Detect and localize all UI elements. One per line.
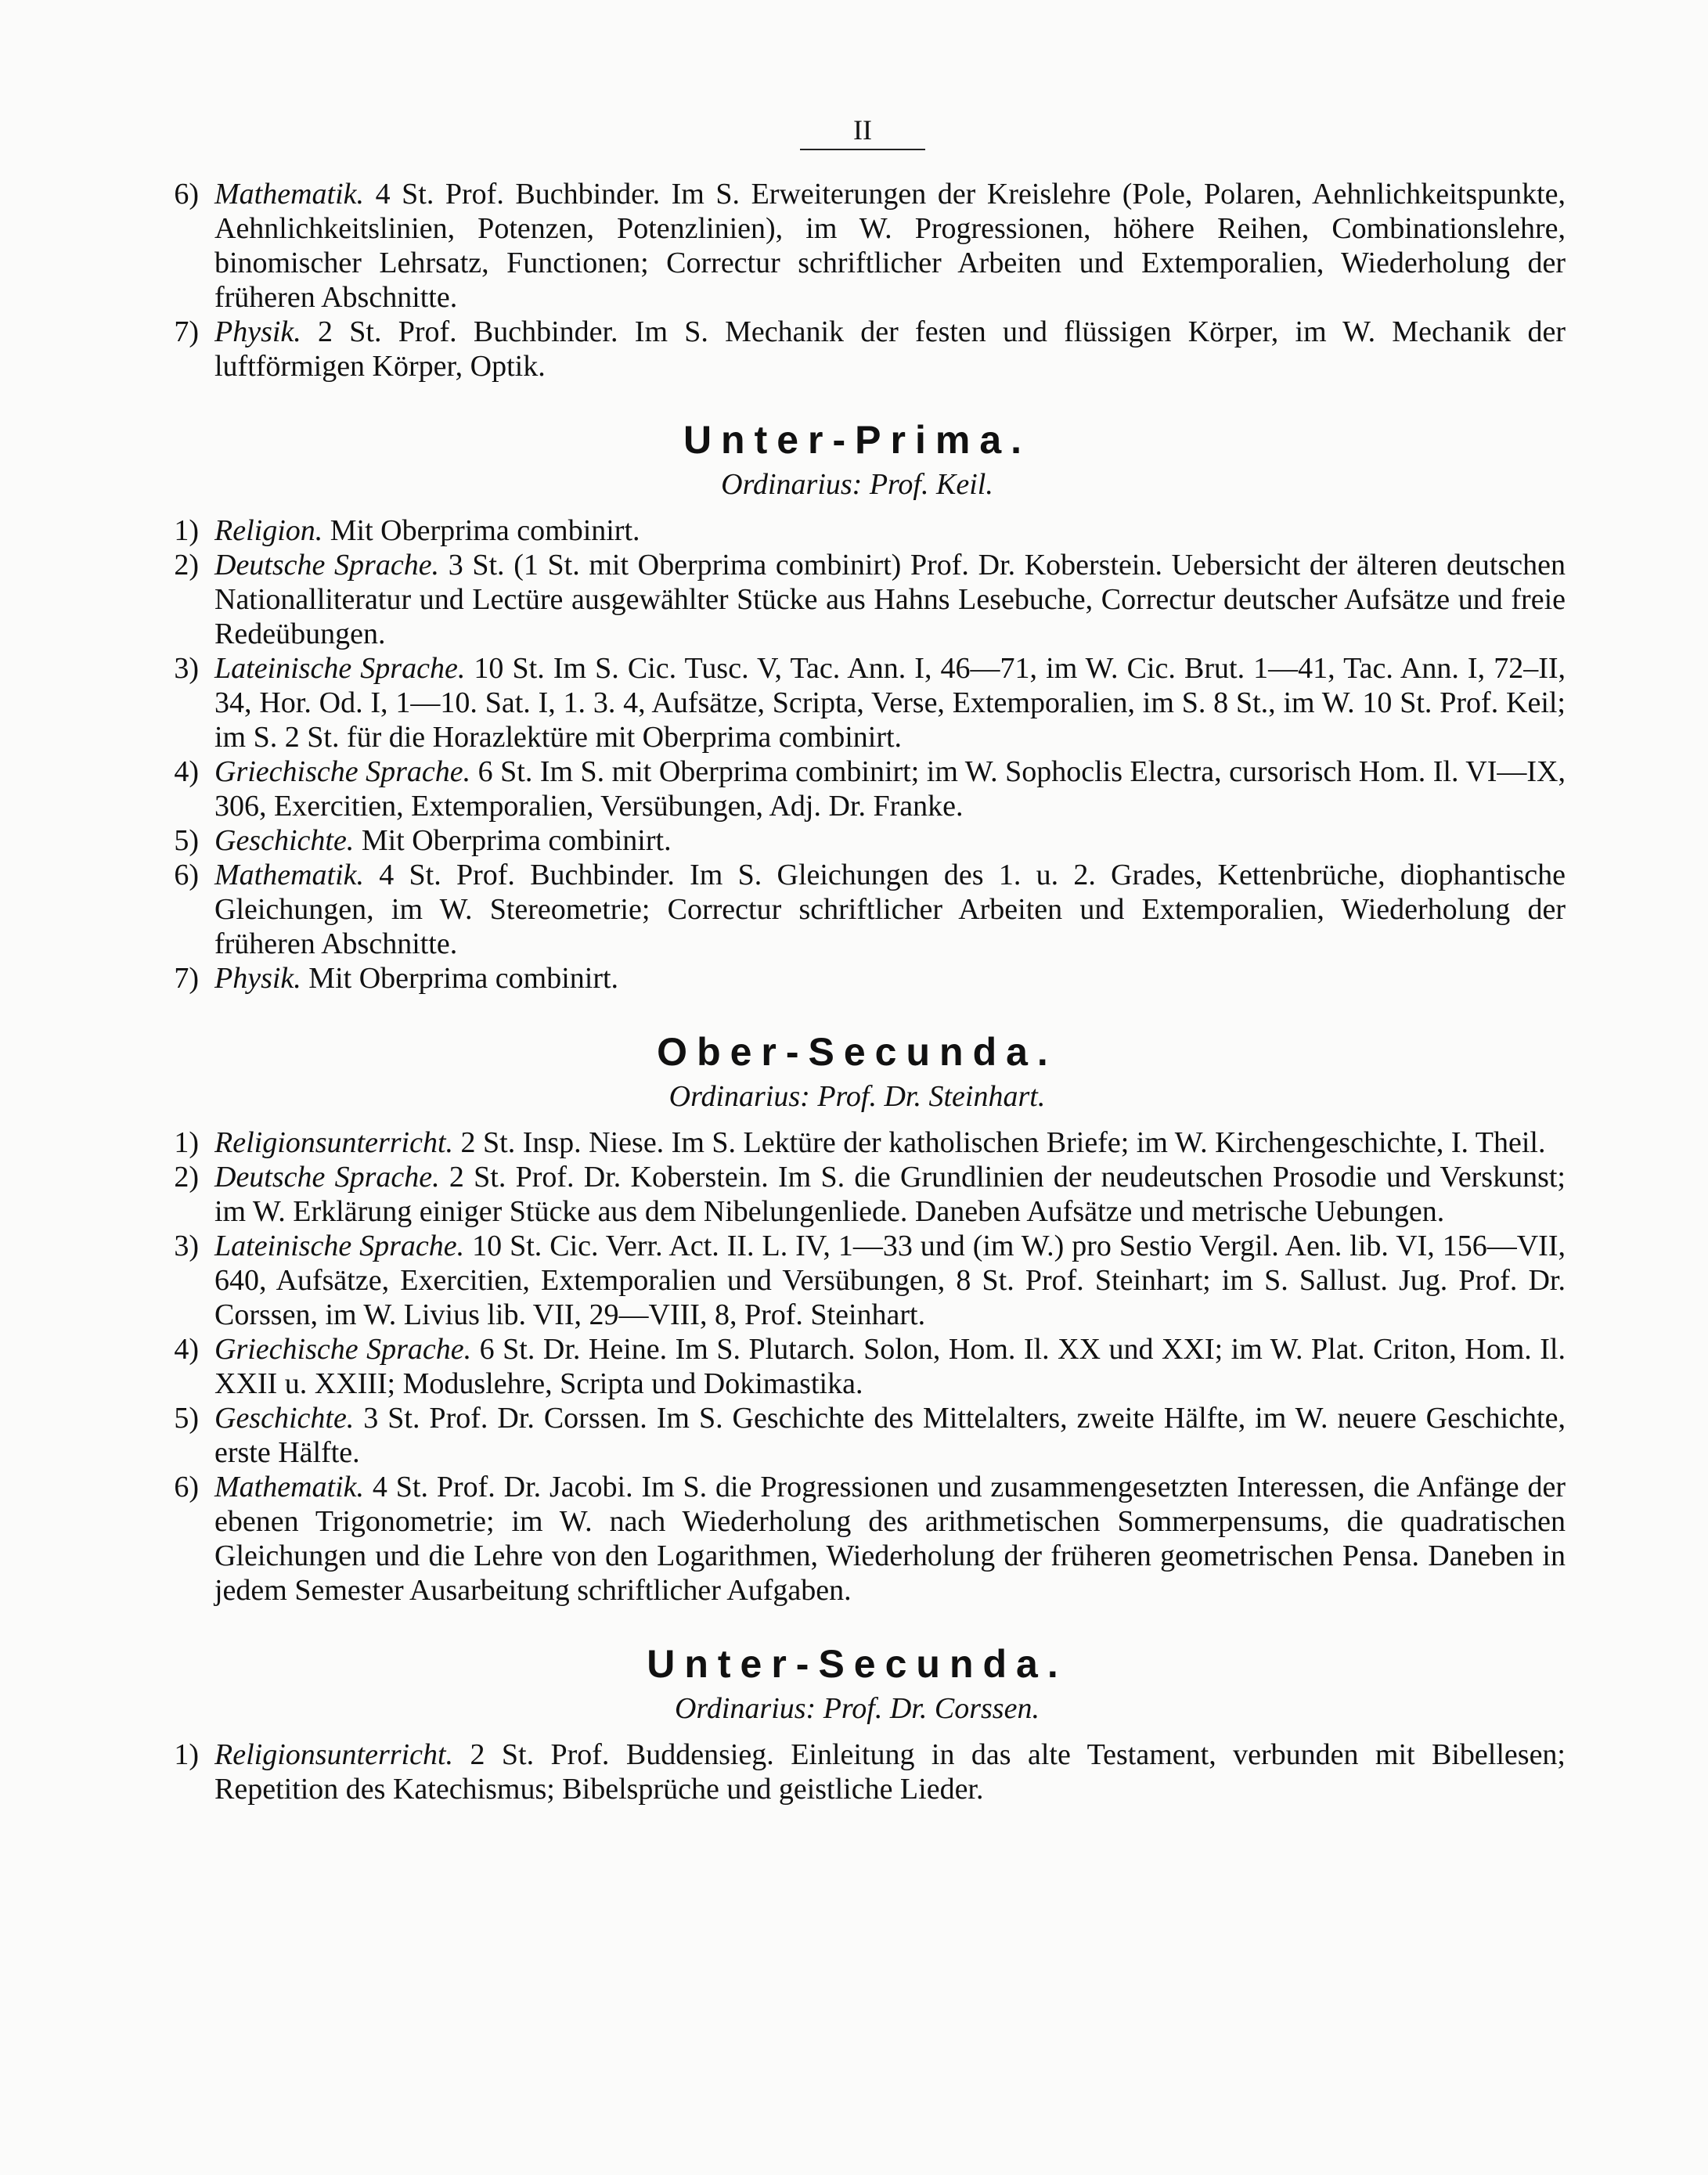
item-text [214, 1470, 1566, 1608]
item-number: 1) [174, 514, 199, 547]
item-number: 7) [174, 315, 199, 348]
item-number: 5) [174, 824, 199, 857]
section-title: Unter-Secunda. [647, 1642, 1068, 1686]
list-item [149, 961, 1566, 996]
item-subject: Lateinische Sprache. [214, 1230, 465, 1262]
list-item [149, 1229, 1566, 1332]
item-subject: Mathematik. [214, 178, 365, 211]
item-text [214, 1160, 1566, 1229]
list-item [149, 1125, 1566, 1160]
item-number: 2) [174, 1161, 199, 1194]
item-subject: Physik. [214, 962, 301, 995]
item-number: 3) [174, 1230, 199, 1262]
item-description: Mit Oberprima combinirt. [323, 514, 640, 547]
item-description: 4 St. Prof. Dr. Jacobi. Im S. die Progressionen und zusammengesetzten Interessen, die Anfänge der ebenen Trigonometrie; im W. nach Wiederholung des arithmetischen Sommerpensums, die quadratischen Gleichungen und die Lehre von den Logarithmen, Wiederholung der früheren geometrischen Pensa. Daneben in jedem Semester Ausarbeitung schriftlicher Aufgaben. [214, 1471, 1566, 1607]
item-number: 5) [174, 1402, 199, 1435]
item-text [214, 1332, 1566, 1401]
page-number: II [853, 114, 872, 146]
unter-prima-section [149, 416, 1566, 996]
item-subject: Griechische Sprache. [214, 1333, 472, 1366]
item-number: 6) [174, 178, 199, 211]
list-item [149, 1401, 1566, 1470]
item-number: 3) [174, 652, 199, 685]
item-number: 1) [174, 1126, 199, 1159]
page-number-rule [800, 149, 925, 150]
item-subject: Mathematik. [214, 1471, 365, 1503]
item-description: 2 St. Insp. Niese. Im S. Lektüre der katholischen Briefe; im W. Kirchengeschichte, I. Theil. [453, 1126, 1546, 1159]
item-number: 1) [174, 1738, 199, 1771]
item-text [214, 177, 1566, 315]
ober-secunda-section [149, 1028, 1566, 1608]
item-description: Mit Oberprima combinirt. [301, 962, 619, 995]
item-description: 3 St. Prof. Dr. Corssen. Im S. Geschichte des Mittelalters, zweite Hälfte, im W. neuere Geschichte, erste Hälfte. [214, 1402, 1566, 1469]
item-text [214, 754, 1566, 823]
list-item [149, 513, 1566, 548]
item-text [214, 823, 1566, 858]
unter-secunda-section [149, 1640, 1566, 1806]
item-text [214, 858, 1566, 961]
item-subject: Mathematik. [214, 859, 365, 891]
item-subject: Religion. [214, 514, 323, 547]
item-number: 6) [174, 859, 199, 891]
item-description: 3 St. (1 St. mit Oberprima combinirt) Prof. Dr. Koberstein. Uebersicht der älteren deutschen Nationalliteratur und Lectüre ausgewählter Stücke aus Hahns Lesebuche, Correctur deutscher Aufsätze und freie Redeübungen. [214, 549, 1566, 650]
item-text [214, 1229, 1566, 1332]
item-text [214, 1401, 1566, 1470]
list-item [149, 177, 1566, 315]
list-item [149, 1332, 1566, 1401]
list-item [149, 548, 1566, 651]
item-subject: Geschichte. [214, 824, 355, 857]
item-text [214, 513, 1566, 548]
section-title: Unter-Prima. [683, 418, 1032, 462]
item-description: 10 St. Cic. Verr. Act. II. L. IV, 1—33 und (im W.) pro Sestio Vergil. Aen. lib. VI, 156—VII, 640, Aufsätze, Exercitien, Extemporalien und Versübungen, 8 St. Prof. Steinhart; im S. Sallust. Jug. Prof. Dr. Corssen, im W. Livius lib. VII, 29—VIII, 8, Prof. Steinhart. [214, 1230, 1566, 1331]
item-text [214, 548, 1566, 651]
item-description: 4 St. Prof. Buchbinder. Im S. Gleichungen des 1. u. 2. Grades, Kettenbrüche, diophantische Gleichungen, im W. Stereometrie; Correctur schriftlicher Arbeiten und Extemporalien, Wiederholung der früheren Abschnitte. [214, 859, 1566, 960]
list-item [149, 651, 1566, 754]
item-text [214, 651, 1566, 754]
item-description: 4 St. Prof. Buchbinder. Im S. Erweiterungen der Kreislehre (Pole, Polaren, Aehnlichkeitspunkte, Aehnlichkeitslinien, Potenzen, Potenzlinien), im W. Progressionen, höhere Reihen, Combinationslehre, binomischer Lehrsatz, Functionen; Correctur schriftlicher Arbeiten und Extemporalien, Wiederholung der früheren Abschnitte. [214, 178, 1566, 314]
item-number: 4) [174, 755, 199, 788]
item-number: 7) [174, 962, 199, 995]
list-item [149, 823, 1566, 858]
list-item [149, 858, 1566, 961]
section-ordinarius: Ordinarius: Prof. Keil. [721, 468, 993, 501]
item-subject: Griechische Sprache. [214, 755, 471, 788]
item-description: 6 St. Im S. mit Oberprima combinirt; im W. Sophoclis Electra, cursorisch Hom. Il. VI—IX, 306, Exercitien, Extemporalien, Versübungen, Adj. Dr. Franke. [214, 755, 1566, 823]
list-item [149, 315, 1566, 384]
list-item [149, 1160, 1566, 1229]
list-item [149, 1737, 1566, 1806]
page-content [149, 177, 1566, 1806]
item-subject: Religionsunterricht. [214, 1738, 454, 1771]
item-text [214, 961, 1566, 996]
item-text [214, 1125, 1566, 1160]
list-item [149, 754, 1566, 823]
item-subject: Lateinische Sprache. [214, 652, 466, 685]
item-text [214, 315, 1566, 384]
list-item [149, 1470, 1566, 1608]
item-number: 6) [174, 1471, 199, 1503]
item-description: 6 St. Dr. Heine. Im S. Plutarch. Solon, Hom. Il. XX und XXI; im W. Plat. Criton, Hom. Il. XXII u. XXIII; Moduslehre, Scripta und Dokimastika. [214, 1333, 1566, 1400]
item-number: 4) [174, 1333, 199, 1366]
section-title: Ober-Secunda. [657, 1030, 1058, 1074]
section-ordinarius: Ordinarius: Prof. Dr. Steinhart. [668, 1080, 1046, 1113]
item-subject: Physik. [214, 315, 301, 348]
item-subject: Deutsche Sprache. [214, 1161, 440, 1194]
item-description: 2 St. Prof. Dr. Koberstein. Im S. die Grundlinien der neudeutschen Prosodie und Verskunst; im W. Erklärung einiger Stücke aus dem Nibelungenliede. Daneben Aufsätze und metrische Uebungen. [214, 1161, 1566, 1228]
item-text [214, 1737, 1566, 1806]
item-description: 2 St. Prof. Buchbinder. Im S. Mechanik der festen und flüssigen Körper, im W. Mechanik der luftförmigen Körper, Optik. [214, 315, 1566, 383]
item-subject: Geschichte. [214, 1402, 355, 1435]
item-subject: Religionsunterricht. [214, 1126, 454, 1159]
continued-section [149, 177, 1566, 384]
item-description: 10 St. Im S. Cic. Tusc. V, Tac. Ann. I, 46—71, im W. Cic. Brut. 1—41, Tac. Ann. I, 72–II, 34, Hor. Od. I, 1—10. Sat. I, 1. 3. 4, Aufsätze, Scripta, Verse, Extemporalien, im S. 8 St., im W. 10 St. Prof. Keil; im S. 2 St. für die Horazlektüre mit Oberprima combinirt. [214, 652, 1566, 754]
item-description: 2 St. Prof. Buddensieg. Einleitung in das alte Testament, verbunden mit Bibellesen; Repetition des Katechismus; Bibelsprüche und geistliche Lieder. [214, 1738, 1566, 1806]
item-description: Mit Oberprima combinirt. [354, 824, 672, 857]
item-number: 2) [174, 549, 199, 582]
section-ordinarius: Ordinarius: Prof. Dr. Corssen. [675, 1692, 1040, 1725]
item-subject: Deutsche Sprache. [214, 549, 440, 582]
